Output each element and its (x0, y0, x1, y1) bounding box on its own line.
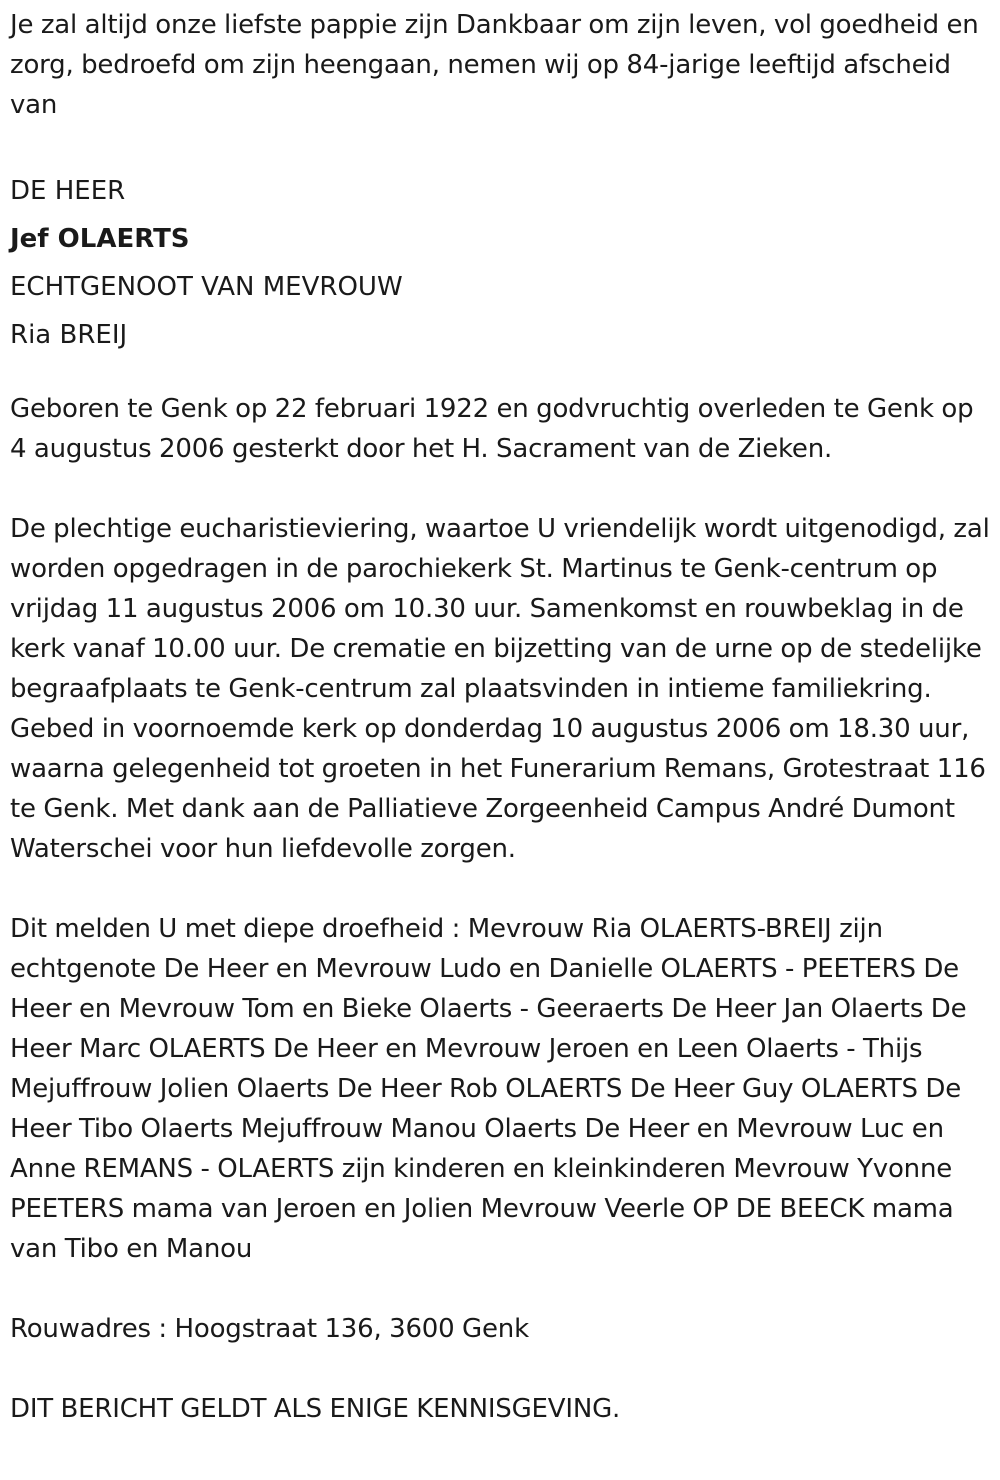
family-paragraph: Dit melden U met diepe droefheid : Mevrouw Ria OLAERTS-BREIJ zijn echtgenote De Heer en Mevrouw Ludo en Danielle OLAERTS - PEETERS De Heer en Mevrouw Tom en Bieke Olaerts - Geeraerts De Heer Jan Olaerts De Heer Marc OLAERTS De Heer en Mevrouw Jeroen en Leen Olaerts - Thijs Mejuffrouw Jolien Olaerts De Heer Rob OLAERTS De Heer Guy OLAERTS De Heer Tibo Olaerts Mejuffrouw Manou Olaerts De Heer en Mevrouw Luc en Anne REMANS - OLAERTS zijn kinderen en kleinkinderen Mevrouw Yvonne PEETERS mama van Jeroen en Jolien Mevrouw Veerle OP DE BEECK mama van Tibo en Manou (10, 914, 967, 1264)
obituary-document (10, 5, 995, 1429)
honorific: DE HEER (10, 176, 126, 206)
spacer (10, 469, 995, 509)
spouse-name: Ria BREIJ (10, 320, 128, 350)
intro-paragraph: Je zal altijd onze liefste pappie zijn Dankbaar om zijn leven, vol goedheid en zorg, bedroefd om zijn heengaan, nemen wij op 84-jarige leeftijd afscheid van (10, 10, 979, 120)
deceased-header (10, 167, 995, 359)
mourning-address: Rouwadres : Hoogstraat 136, 3600 Genk (10, 1314, 529, 1344)
ceremony-paragraph: De plechtige eucharistieviering, waartoe U vriendelijk wordt uitgenodigd, zal worden opgedragen in de parochiekerk St. Martinus te Genk-centrum op vrijdag 11 augustus 2006 om 10.30 uur. Samenkomst en rouwbeklag in de kerk vanaf 10.00 uur. De crematie en bijzetting van de urne op de stedelijke begraafplaats te Genk-centrum zal plaatsvinden in intieme familiekring. Gebed in voornoemde kerk op donderdag 10 augustus 2006 om 18.30 uur, waarna gelegenheid tot groeten in het Funerarium Remans, Grotestraat 116 te Genk. Met dank aan de Palliatieve Zorgeenheid Campus André Dumont Waterschei voor hun liefdevolle zorgen. (10, 514, 990, 864)
spacer (10, 125, 995, 165)
spacer (10, 869, 995, 909)
relation-label: ECHTGENOOT VAN MEVROUW (10, 272, 403, 302)
birth-death-paragraph: Geboren te Genk op 22 februari 1922 en godvruchtig overleden te Genk op 4 augustus 2006 gesterkt door het H. Sacrament van de Zieken. (10, 394, 974, 464)
spacer (10, 359, 995, 389)
closing-notice: DIT BERICHT GELDT ALS ENIGE KENNISGEVING. (10, 1394, 621, 1424)
spacer (10, 1349, 995, 1389)
deceased-name: Jef OLAERTS (10, 224, 190, 254)
spacer (10, 1269, 995, 1309)
